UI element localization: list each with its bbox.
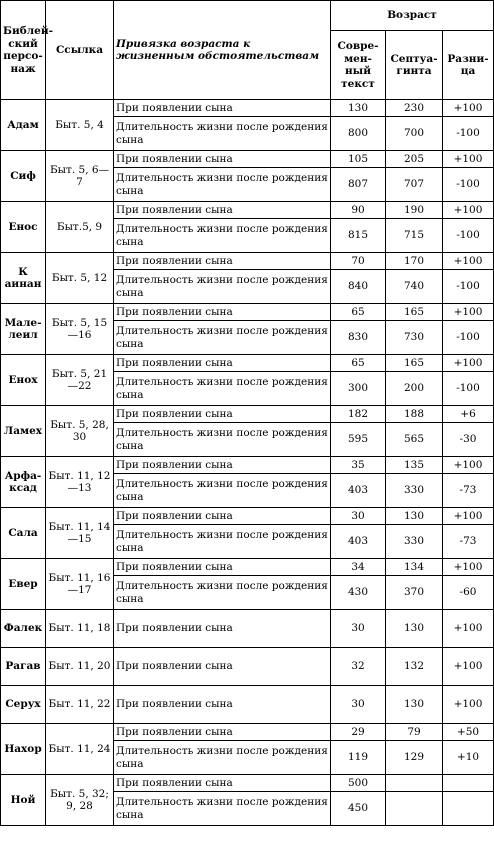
difference-cell: +50 — [443, 724, 494, 741]
condition-cell: При появлении сына — [114, 304, 331, 321]
difference-cell: +6 — [443, 406, 494, 423]
table-row — [1, 559, 494, 576]
condition-cell: При появлении сына — [114, 406, 331, 423]
condition-cell: Длительность жизни после рождения сына — [114, 576, 331, 610]
difference-cell: +100 — [443, 686, 494, 724]
bible-reference: Быт. 5, 32; 9, 28 — [46, 775, 114, 826]
condition-cell: Длительность жизни после рождения сына — [114, 423, 331, 457]
septuagint-age-cell: 330 — [386, 525, 443, 559]
bible-reference: Быт. 5, 4 — [46, 100, 114, 151]
bible-reference: Быт. 11, 20 — [46, 648, 114, 686]
bible-reference: Быт. 5, 15—16 — [46, 304, 114, 355]
table-row — [1, 648, 494, 686]
difference-cell: -100 — [443, 372, 494, 406]
septuagint-age-cell: 200 — [386, 372, 443, 406]
septuagint-age-cell: 707 — [386, 168, 443, 202]
condition-cell: При появлении сына — [114, 100, 331, 117]
table-row — [1, 355, 494, 372]
table-row — [1, 406, 494, 423]
character-name: Нахор — [1, 724, 46, 775]
septuagint-age-cell: 730 — [386, 321, 443, 355]
modern-age-cell: 119 — [331, 741, 386, 775]
header-age: Возраст — [331, 1, 494, 31]
difference-cell: +100 — [443, 151, 494, 168]
character-name: Арфа-ксад — [1, 457, 46, 508]
condition-cell: При появлении сына — [114, 355, 331, 372]
table-row — [1, 151, 494, 168]
modern-age-cell: 30 — [331, 610, 386, 648]
character-name: Евер — [1, 559, 46, 610]
septuagint-age-cell: 230 — [386, 100, 443, 117]
header-condition: Привязка возраста к жизненным обстоятельствам — [114, 1, 331, 100]
condition-cell: При появлении сына — [114, 610, 331, 648]
condition-cell: При появлении сына — [114, 253, 331, 270]
table-row — [1, 457, 494, 474]
condition-cell: Длительность жизни после рождения сына — [114, 117, 331, 151]
septuagint-age-cell: 130 — [386, 610, 443, 648]
character-name: Енос — [1, 202, 46, 253]
septuagint-age-cell: 129 — [386, 741, 443, 775]
table-row — [1, 686, 494, 724]
modern-age-cell: 840 — [331, 270, 386, 304]
difference-cell: +100 — [443, 253, 494, 270]
difference-cell: +100 — [443, 559, 494, 576]
table-row — [1, 304, 494, 321]
bible-reference: Быт. 11, 22 — [46, 686, 114, 724]
modern-age-cell: 800 — [331, 117, 386, 151]
table-head — [1, 1, 494, 100]
condition-cell: При появлении сына — [114, 775, 331, 792]
difference-cell — [443, 792, 494, 826]
header-character: Библей-ский персо-наж — [1, 1, 46, 100]
bible-reference: Быт. 11, 24 — [46, 724, 114, 775]
septuagint-age-cell: 565 — [386, 423, 443, 457]
modern-age-cell: 807 — [331, 168, 386, 202]
condition-cell: При появлении сына — [114, 457, 331, 474]
condition-cell: Длительность жизни после рождения сына — [114, 321, 331, 355]
table-row — [1, 253, 494, 270]
difference-cell: -100 — [443, 321, 494, 355]
bible-reference: Быт. 11, 16—17 — [46, 559, 114, 610]
modern-age-cell: 500 — [331, 775, 386, 792]
character-name: К аинан — [1, 253, 46, 304]
difference-cell: +100 — [443, 100, 494, 117]
header-reference: Ссылка — [46, 1, 114, 100]
header-difference: Разни-ца — [443, 31, 494, 100]
bible-reference: Быт. 11, 12—13 — [46, 457, 114, 508]
difference-cell — [443, 775, 494, 792]
septuagint-age-cell: 170 — [386, 253, 443, 270]
table-row — [1, 508, 494, 525]
modern-age-cell: 830 — [331, 321, 386, 355]
bible-reference: Быт. 5, 21—22 — [46, 355, 114, 406]
bible-reference: Быт. 5, 28, 30 — [46, 406, 114, 457]
difference-cell: +100 — [443, 508, 494, 525]
character-name: Енох — [1, 355, 46, 406]
bible-reference: Быт. 11, 14—15 — [46, 508, 114, 559]
condition-cell: При появлении сына — [114, 686, 331, 724]
modern-age-cell: 815 — [331, 219, 386, 253]
character-name: Ламех — [1, 406, 46, 457]
character-name: Ной — [1, 775, 46, 826]
septuagint-age-cell: 165 — [386, 355, 443, 372]
character-name: Сиф — [1, 151, 46, 202]
septuagint-age-cell: 740 — [386, 270, 443, 304]
modern-age-cell: 403 — [331, 525, 386, 559]
modern-age-cell: 65 — [331, 355, 386, 372]
modern-age-cell: 130 — [331, 100, 386, 117]
septuagint-age-cell: 130 — [386, 686, 443, 724]
bible-reference: Быт. 5, 12 — [46, 253, 114, 304]
table-row — [1, 202, 494, 219]
septuagint-age-cell: 700 — [386, 117, 443, 151]
character-name: Рагав — [1, 648, 46, 686]
difference-cell: -60 — [443, 576, 494, 610]
bible-reference: Быт. 5, 6—7 — [46, 151, 114, 202]
condition-cell: При появлении сына — [114, 724, 331, 741]
difference-cell: -100 — [443, 270, 494, 304]
table-body — [1, 100, 494, 826]
modern-age-cell: 29 — [331, 724, 386, 741]
modern-age-cell: 182 — [331, 406, 386, 423]
condition-cell: При появлении сына — [114, 508, 331, 525]
septuagint-age-cell: 165 — [386, 304, 443, 321]
difference-cell: -100 — [443, 117, 494, 151]
character-name: Сала — [1, 508, 46, 559]
septuagint-age-cell: 370 — [386, 576, 443, 610]
modern-age-cell: 34 — [331, 559, 386, 576]
difference-cell: +100 — [443, 610, 494, 648]
modern-age-cell: 65 — [331, 304, 386, 321]
septuagint-age-cell — [386, 792, 443, 826]
table-row — [1, 724, 494, 741]
modern-age-cell: 300 — [331, 372, 386, 406]
septuagint-age-cell: 190 — [386, 202, 443, 219]
septuagint-age-cell: 330 — [386, 474, 443, 508]
septuagint-age-cell: 79 — [386, 724, 443, 741]
difference-cell: -30 — [443, 423, 494, 457]
septuagint-age-cell: 130 — [386, 508, 443, 525]
modern-age-cell: 430 — [331, 576, 386, 610]
condition-cell: При появлении сына — [114, 151, 331, 168]
difference-cell: -100 — [443, 168, 494, 202]
modern-age-cell: 30 — [331, 686, 386, 724]
septuagint-age-cell: 205 — [386, 151, 443, 168]
character-name: Адам — [1, 100, 46, 151]
septuagint-age-cell: 135 — [386, 457, 443, 474]
septuagint-age-cell — [386, 775, 443, 792]
bible-reference: Быт. 11, 18 — [46, 610, 114, 648]
table-row — [1, 775, 494, 792]
condition-cell: При появлении сына — [114, 648, 331, 686]
condition-cell: Длительность жизни после рождения сына — [114, 270, 331, 304]
difference-cell: -100 — [443, 219, 494, 253]
condition-cell: При появлении сына — [114, 559, 331, 576]
difference-cell: +100 — [443, 202, 494, 219]
condition-cell: Длительность жизни после рождения сына — [114, 741, 331, 775]
septuagint-age-cell: 134 — [386, 559, 443, 576]
difference-cell: -73 — [443, 525, 494, 559]
septuagint-age-cell: 715 — [386, 219, 443, 253]
difference-cell: +100 — [443, 304, 494, 321]
bible-reference: Быт.5, 9 — [46, 202, 114, 253]
header-modern: Совре-мен-ный текст — [331, 31, 386, 100]
modern-age-cell: 403 — [331, 474, 386, 508]
modern-age-cell: 30 — [331, 508, 386, 525]
difference-cell: +100 — [443, 355, 494, 372]
table-row — [1, 100, 494, 117]
header-septuagint: Септуа-гинта — [386, 31, 443, 100]
difference-cell: +10 — [443, 741, 494, 775]
condition-cell: Длительность жизни после рождения сына — [114, 219, 331, 253]
modern-age-cell: 90 — [331, 202, 386, 219]
septuagint-age-cell: 132 — [386, 648, 443, 686]
difference-cell: +100 — [443, 457, 494, 474]
difference-cell: -73 — [443, 474, 494, 508]
condition-cell: Длительность жизни после рождения сына — [114, 168, 331, 202]
condition-cell: Длительность жизни после рождения сына — [114, 372, 331, 406]
modern-age-cell: 595 — [331, 423, 386, 457]
condition-cell: При появлении сына — [114, 202, 331, 219]
modern-age-cell: 105 — [331, 151, 386, 168]
table-row — [1, 610, 494, 648]
character-name: Серух — [1, 686, 46, 724]
condition-cell: Длительность жизни после рождения сына — [114, 525, 331, 559]
character-name: Фалек — [1, 610, 46, 648]
modern-age-cell: 450 — [331, 792, 386, 826]
condition-cell: Длительность жизни после рождения сына — [114, 474, 331, 508]
modern-age-cell: 35 — [331, 457, 386, 474]
condition-cell: Длительность жизни после рождения сына — [114, 792, 331, 826]
difference-cell: +100 — [443, 648, 494, 686]
modern-age-cell: 32 — [331, 648, 386, 686]
septuagint-age-cell: 188 — [386, 406, 443, 423]
character-name: Мале-леил — [1, 304, 46, 355]
modern-age-cell: 70 — [331, 253, 386, 270]
